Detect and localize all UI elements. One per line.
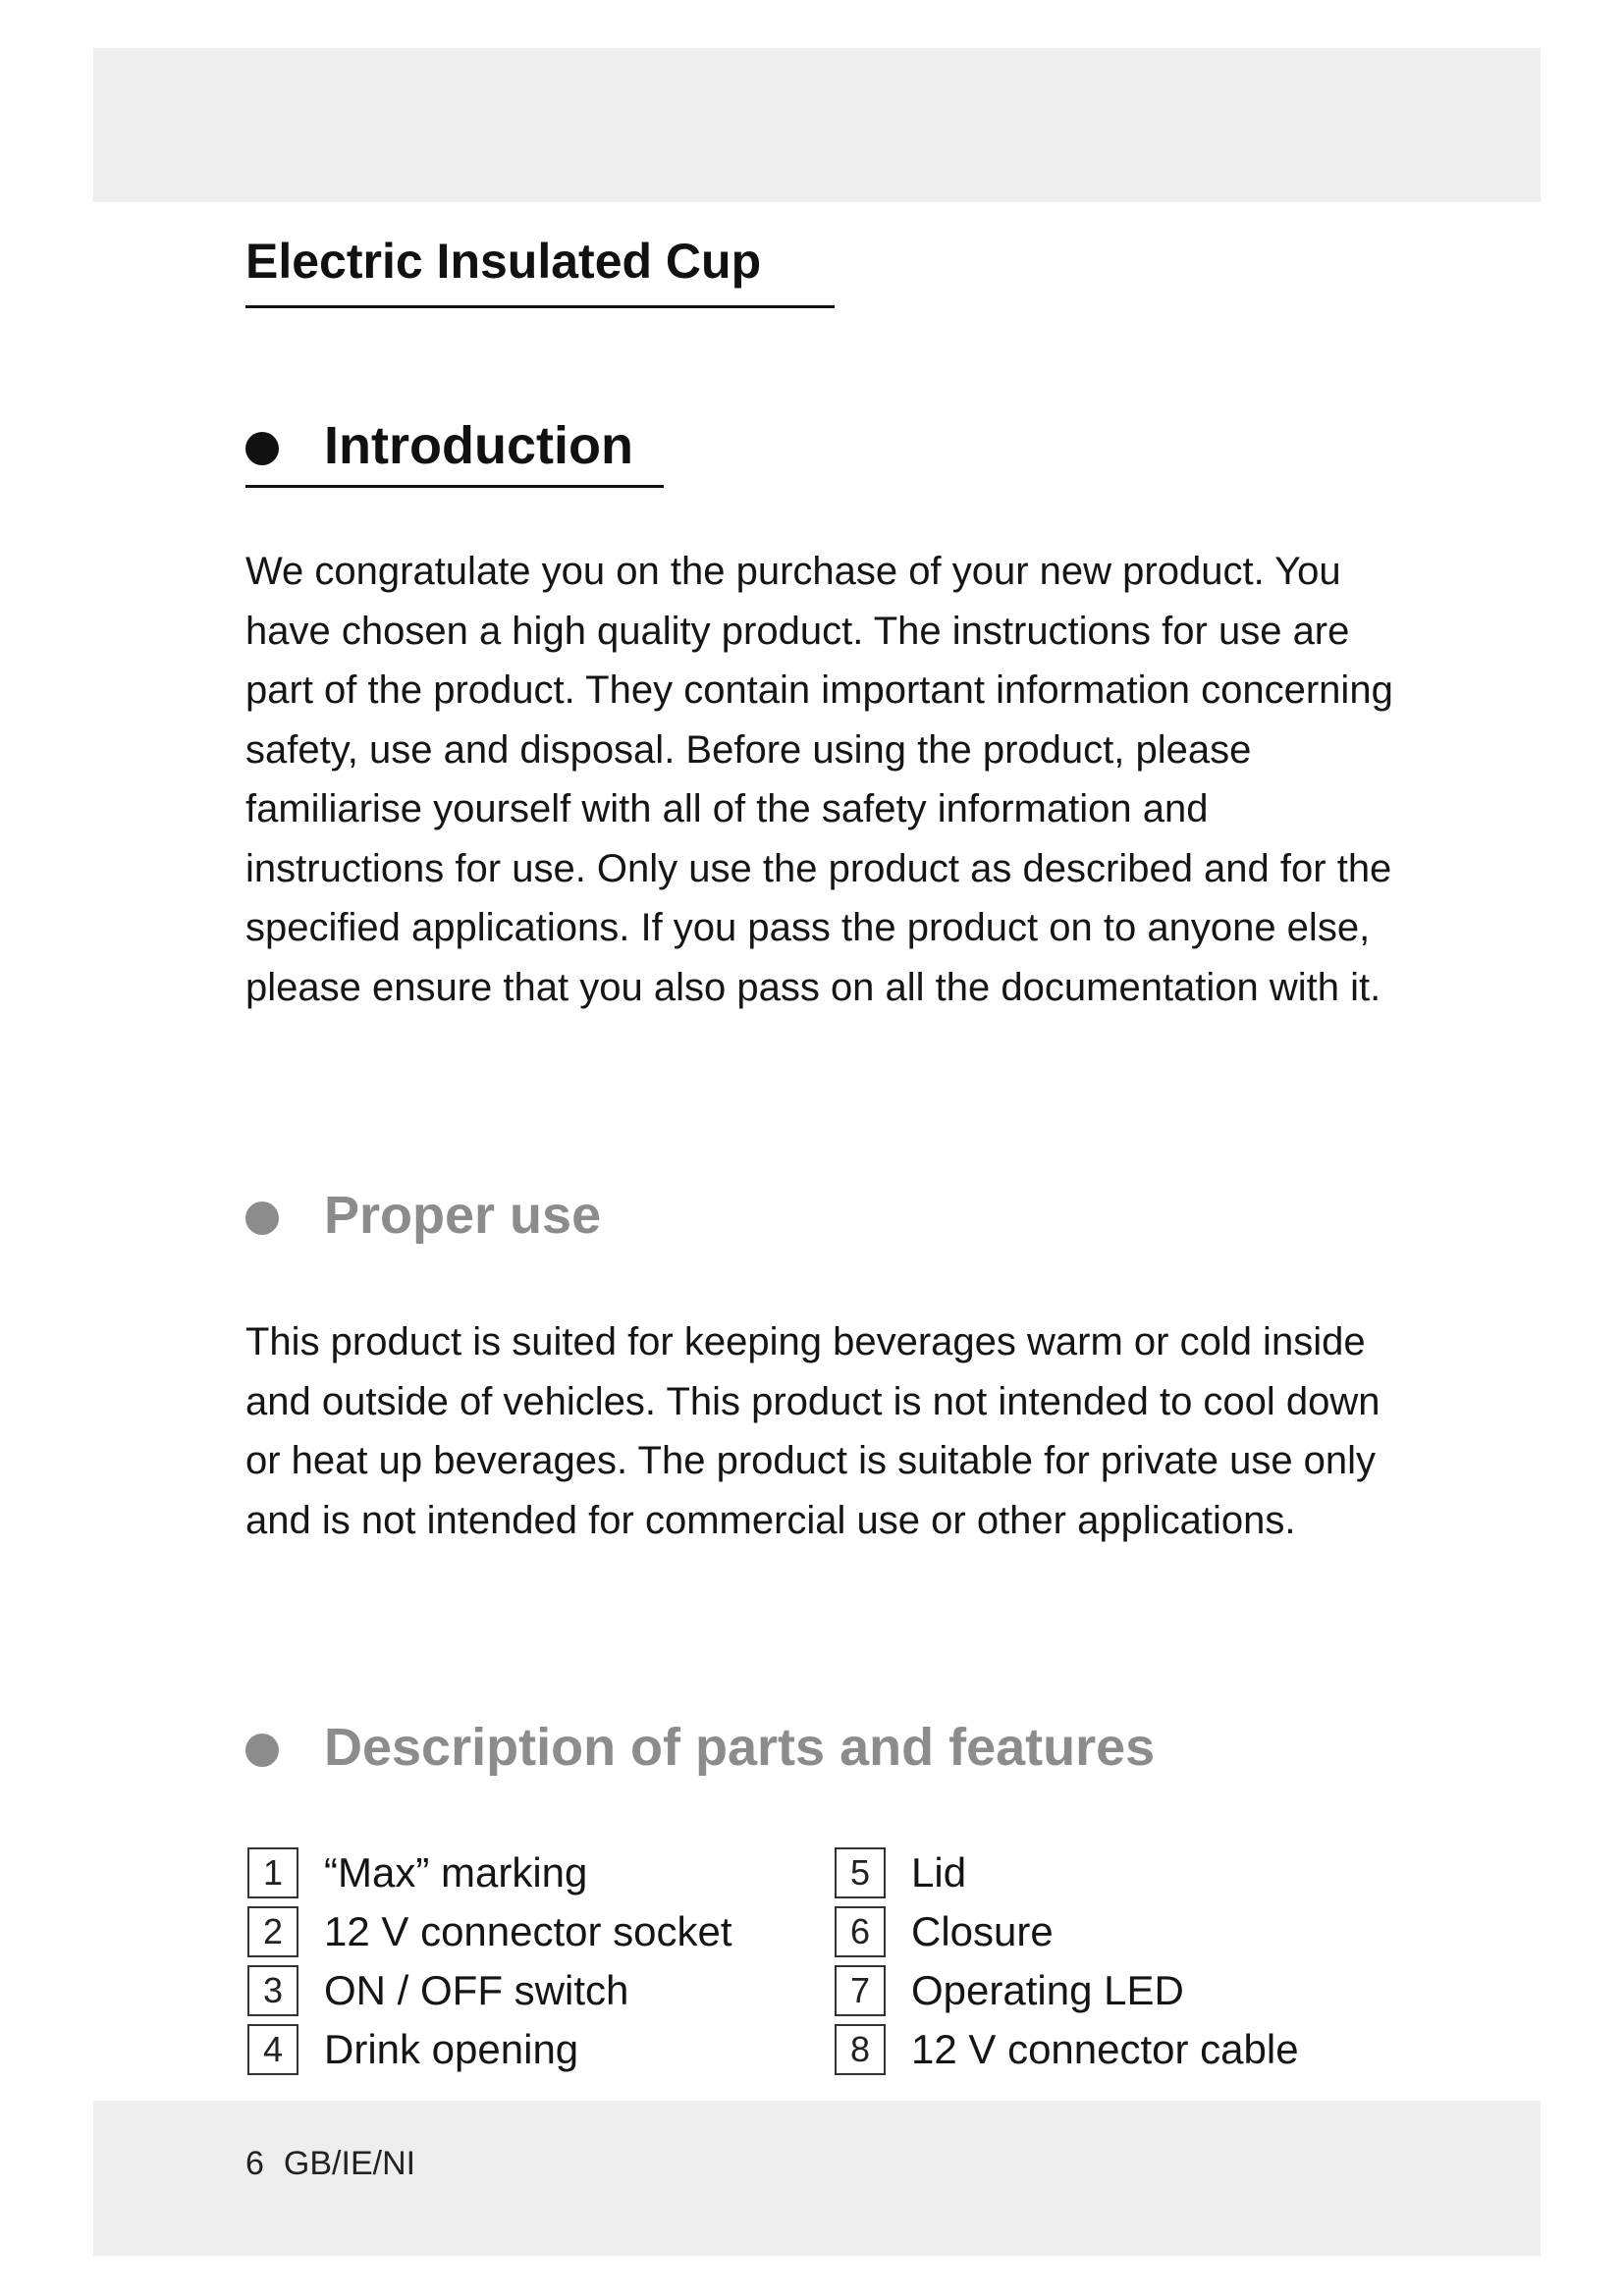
introduction-text: We congratulate you on the purchase of your new product. You have chosen a high quality product. The instructions for use are part of the product. They contain important information concerning safety, use and disposal. Before using the product, please familiarise yourself with all of the safety information and instructions for use. Only use the product as described and for the specified applications. If you pass the product on to anyone else, please ensure that you also pass on all the documentation with it. [245, 550, 1393, 1009]
part-item [833, 1843, 1382, 1902]
part-label: “Max” marking [324, 1849, 588, 1896]
part-number-box: 5 [835, 1847, 886, 1898]
header-band [93, 48, 1541, 202]
section-bullet-icon [245, 1201, 279, 1235]
part-item [833, 1902, 1382, 1961]
part-label: Closure [911, 1908, 1054, 1954]
part-item [245, 2020, 795, 2079]
part-label: 12 V connector socket [324, 1908, 732, 1954]
part-label: Lid [911, 1849, 967, 1896]
section-bullet-icon [245, 432, 279, 465]
proper-use-text: This product is suited for keeping beverages warm or cold inside and outside of vehicles. This product is not intended to cool down or heat up beverages. The product is suitable for private use only and is not intended for commercial use or other applications. [245, 1320, 1380, 1542]
part-number-box: 3 [247, 1965, 298, 2016]
page-footer [245, 2145, 415, 2183]
parts-list-left [245, 1843, 795, 2079]
section-bullet-icon [245, 1734, 279, 1767]
parts-list-right [833, 1843, 1382, 2079]
part-item [833, 1961, 1382, 2020]
part-item [245, 1902, 795, 1961]
document-title: Electric Insulated Cup [245, 234, 762, 289]
part-item [245, 1961, 795, 2020]
part-number-box: 6 [835, 1906, 886, 1957]
part-number-box: 1 [247, 1847, 298, 1898]
part-number-box: 2 [247, 1906, 298, 1957]
page-number: 6 [245, 2145, 264, 2182]
part-label: ON / OFF switch [324, 1967, 629, 2013]
part-number-box: 7 [835, 1965, 886, 2016]
part-label: Drink opening [324, 2026, 579, 2072]
part-label: 12 V connector cable [911, 2026, 1299, 2072]
part-number-box: 4 [247, 2024, 298, 2075]
part-item [833, 2020, 1382, 2079]
part-item [245, 1843, 795, 1902]
introduction-underline [245, 485, 664, 488]
locale-label: GB/IE/NI [283, 2145, 416, 2182]
title-underline [245, 305, 835, 308]
part-number-box: 8 [835, 2024, 886, 2075]
part-label: Operating LED [911, 1967, 1184, 2013]
